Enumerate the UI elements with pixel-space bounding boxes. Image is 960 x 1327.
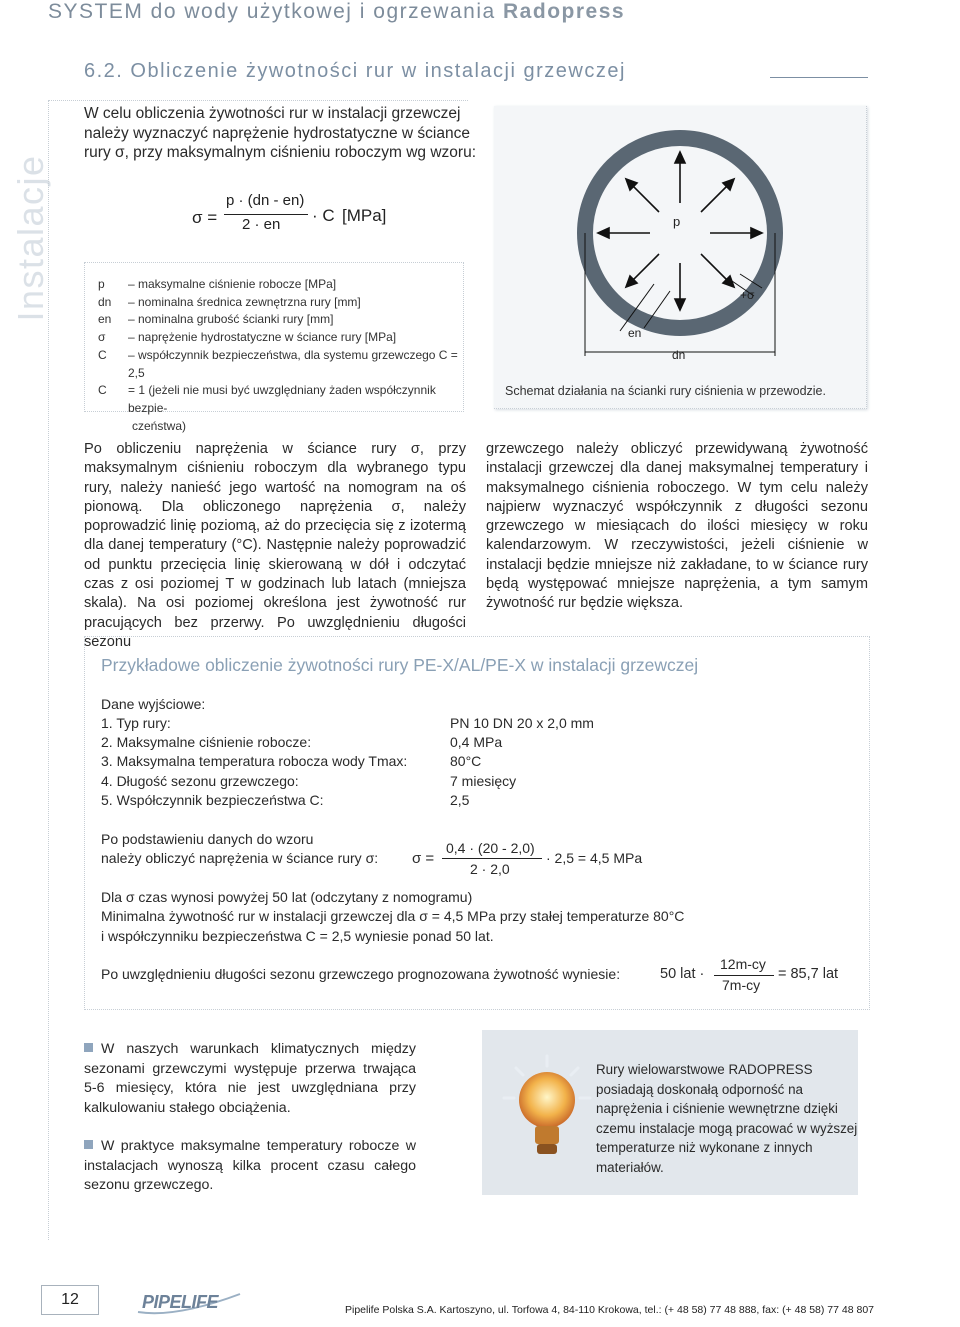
diagram-label-sigma: +σ	[740, 288, 755, 302]
section-rule	[770, 77, 868, 78]
formula-multiplier: · C	[312, 206, 335, 225]
formula-fraction-line	[224, 214, 308, 215]
result-line1: Dla σ czas wynosi powyżej 50 lat (odczytany z nomogramu)	[101, 889, 473, 905]
legend-text: czeństwa)	[132, 418, 187, 433]
calc-numerator: 0,4 · (20 - 2,0)	[446, 840, 535, 856]
formula-numerator: p · (dn - en)	[226, 192, 305, 209]
legend-symbol: σ	[98, 330, 106, 345]
diagram-label-p: p	[673, 214, 681, 229]
result-line3: i współczynniku bezpieczeństwa C = 2,5 wyniesie ponad 50 lat.	[101, 928, 494, 944]
header-brand: Radopress	[503, 0, 626, 23]
example-box	[84, 636, 870, 1010]
footer-address: Pipelife Polska S.A. Kartoszyno, ul. Torfowa 4, 84-110 Krokowa, tel.: (+ 48 58) 77 48 888, fax: (+ 48 58) 77 48 807	[345, 1304, 875, 1316]
legend-text: – nominalna średnica zewnętrzna rury [mm]	[128, 294, 361, 309]
legend-symbol: en	[98, 312, 112, 327]
intro-paragraph: W celu obliczenia żywotności rur w instalacji grzewczej należy wyznaczyć naprężenie hydrostatyczne w ściance rury σ, przy maksymalnym ciśnieniu roboczym wg wzoru:	[84, 105, 476, 161]
legend-symbol: dn	[98, 294, 112, 309]
bullet-item	[84, 1137, 416, 1196]
body-paragraph-right: grzewczego należy obliczyć przewidywaną żywotność instalacji grzewczej dla danej maksymalnej temperatury i maksymalnego ciśnienia roboczego. W tym celu należy najpierw wyznaczyć współczynnik z długości sezonu grzewczego w miesiącach do ilości miesięcy w roku kalendarzowym. W rzeczywistości, jeżeli ciśnienie w instalacji będzie mniejsze niż zakładane, to w ściance rury będą występować mniejsze naprężenia, a tym samym żywotność rur będzie większa.	[486, 441, 868, 612]
header-title: SYSTEM do wody użytkowej i ogrzewania	[48, 0, 496, 23]
bullet-item	[84, 1040, 416, 1118]
example-given-label: Dane wyjściowe:	[101, 696, 206, 712]
legend-row	[98, 347, 458, 382]
logo-text: PIPELIFE	[142, 1292, 219, 1312]
bullet-text: W praktyce maksymalne temperatury robocze w instalacjach wynoszą kilka procent czasu całego sezonu grzewczego.	[84, 1138, 416, 1193]
example-row-label: 5. Współczynnik bezpieczeństwa C:	[101, 792, 324, 808]
calc-result: · 2,5 = 4,5 MPa	[546, 850, 643, 866]
example-row-label: 4. Długość sezonu grzewczego:	[101, 773, 299, 789]
top-dotted-rule	[48, 100, 468, 101]
legend-symbol: C	[98, 347, 107, 362]
example-substitution-line2: należy obliczyć naprężenia w ściance rury σ:	[101, 850, 379, 866]
section-title: 6.2. Obliczenie żywotności rur w instalacji grzewczej	[84, 60, 626, 82]
example-row-value: PN 10 DN 20 x 2,0 mm	[450, 715, 594, 731]
season-numerator: 12m-cy	[720, 956, 766, 972]
legend-row	[98, 276, 458, 294]
diagram-caption: Schemat działania na ścianki rury ciśnienia w przewodzie.	[505, 384, 826, 398]
left-dotted-rule	[48, 100, 49, 1240]
legend-text: – współczynnik bezpieczeństwa, dla systemu grzewczego C = 2,5	[128, 347, 458, 380]
pipe-diagram-panel	[494, 106, 867, 409]
example-row-value: 80°C	[450, 753, 482, 769]
season-text: Po uwzględnieniu długości sezonu grzewczego prognozowana żywotność wyniesie:	[101, 966, 621, 982]
formula-unit: [MPa]	[342, 206, 387, 225]
legend-list	[98, 276, 458, 435]
season-fraction-line	[714, 975, 774, 976]
legend-text: = 1 (jeżeli nie musi być uwzględniany żaden współczynnik bezpie-	[128, 383, 436, 415]
formula-denominator: 2 · en	[242, 216, 281, 233]
calc-lhs: σ =	[412, 850, 435, 867]
legend-row	[98, 311, 458, 329]
legend-text: – maksymalne ciśnienie robocze [MPa]	[128, 277, 337, 291]
example-row-value: 2,5	[450, 792, 470, 808]
diagram-label-en: en	[628, 326, 642, 340]
example-row-label: 1. Typ rury:	[101, 715, 171, 731]
body-paragraph-left: Po obliczeniu naprężenia w ściance rury σ, przy maksymalnym ciśnieniu roboczym dla wybranego typu rury, należy nanieść jego wartość na nomogram na oś pionową. Dla obliczonego naprężenia σ, należy poprowadzić linię poziomą, aż do przecięcia się z izotermą dla danej temperatury (°C). Następnie należy poprowadzić od punktu przecięcia linię skierowaną w dół i odczytać czas z osi poziomej T w godzinach lub latach (mniejsza skala). Na osi poziomej określona jest żywotność rur pracujących bez przerwy. Po uwzględnieniu długości sezonu	[84, 441, 466, 650]
legend-row	[98, 418, 458, 436]
side-label-text: Instalacje	[10, 154, 51, 322]
legend-row	[98, 294, 458, 312]
page-number: 12	[41, 1285, 99, 1315]
calc-denominator: 2 · 2,0	[470, 861, 510, 877]
pipelife-logo	[136, 1288, 246, 1316]
side-label	[0, 118, 66, 358]
legend-symbol	[98, 418, 128, 436]
example-row-value: 7 miesięcy	[450, 773, 517, 789]
lightbulb-icon	[502, 1054, 592, 1174]
calc-fraction-line	[442, 858, 542, 859]
bullet-list	[84, 1040, 416, 1196]
formula-lhs: σ =	[192, 208, 218, 227]
diagram-label-dn: dn	[672, 348, 686, 362]
legend-text: – naprężenie hydrostatyczne w ściance rury [MPa]	[128, 330, 397, 345]
result-line2: Minimalna żywotność rur w instalacji grzewczej dla σ = 4,5 MPa przy stałej temperaturze 80°C	[101, 908, 685, 924]
season-result: = 85,7 lat	[778, 966, 839, 982]
season-denominator: 7m-cy	[722, 977, 761, 993]
bullet-square-icon	[84, 1140, 93, 1149]
pipe-diagram	[494, 106, 866, 408]
pressure-arrows	[598, 152, 762, 310]
legend-symbol: p	[98, 277, 105, 291]
example-row-label: 2. Maksymalne ciśnienie robocze:	[101, 734, 312, 750]
example-row-label: 3. Maksymalna temperatura robocza wody Tmax:	[101, 753, 408, 769]
bullet-square-icon	[84, 1043, 93, 1052]
bullet-text: W naszych warunkach klimatycznych między sezonami grzewczymi występuje przerwa trwająca 5-6 miesięcy, która nie jest uwzględniana przy kalkulowaniu stałego obciążenia.	[84, 1041, 416, 1116]
example-substitution-line1: Po podstawieniu danych do wzoru	[101, 831, 314, 847]
document-header	[48, 0, 625, 24]
tip-text: Rury wielowarstwowe RADOPRESS posiadają doskonałą odporność na naprężenia i ciśnienie wewnętrzne dzięki czemu instalacje mogą pracować w wyższej temperaturze niż wykonane z innych materiałów.	[596, 1062, 858, 1175]
legend-text: – nominalna grubość ścianki rury [mm]	[128, 312, 334, 327]
example-title: Przykładowe obliczenie żywotności rury PE-X/AL/PE-X w instalacji grzewczej	[101, 655, 699, 675]
main-formula	[180, 194, 440, 254]
legend-symbol: C	[98, 383, 107, 398]
example-row-value: 0,4 MPa	[450, 734, 503, 750]
legend-row	[98, 329, 458, 347]
season-lhs: 50 lat ·	[660, 966, 705, 982]
legend-row	[98, 382, 458, 417]
